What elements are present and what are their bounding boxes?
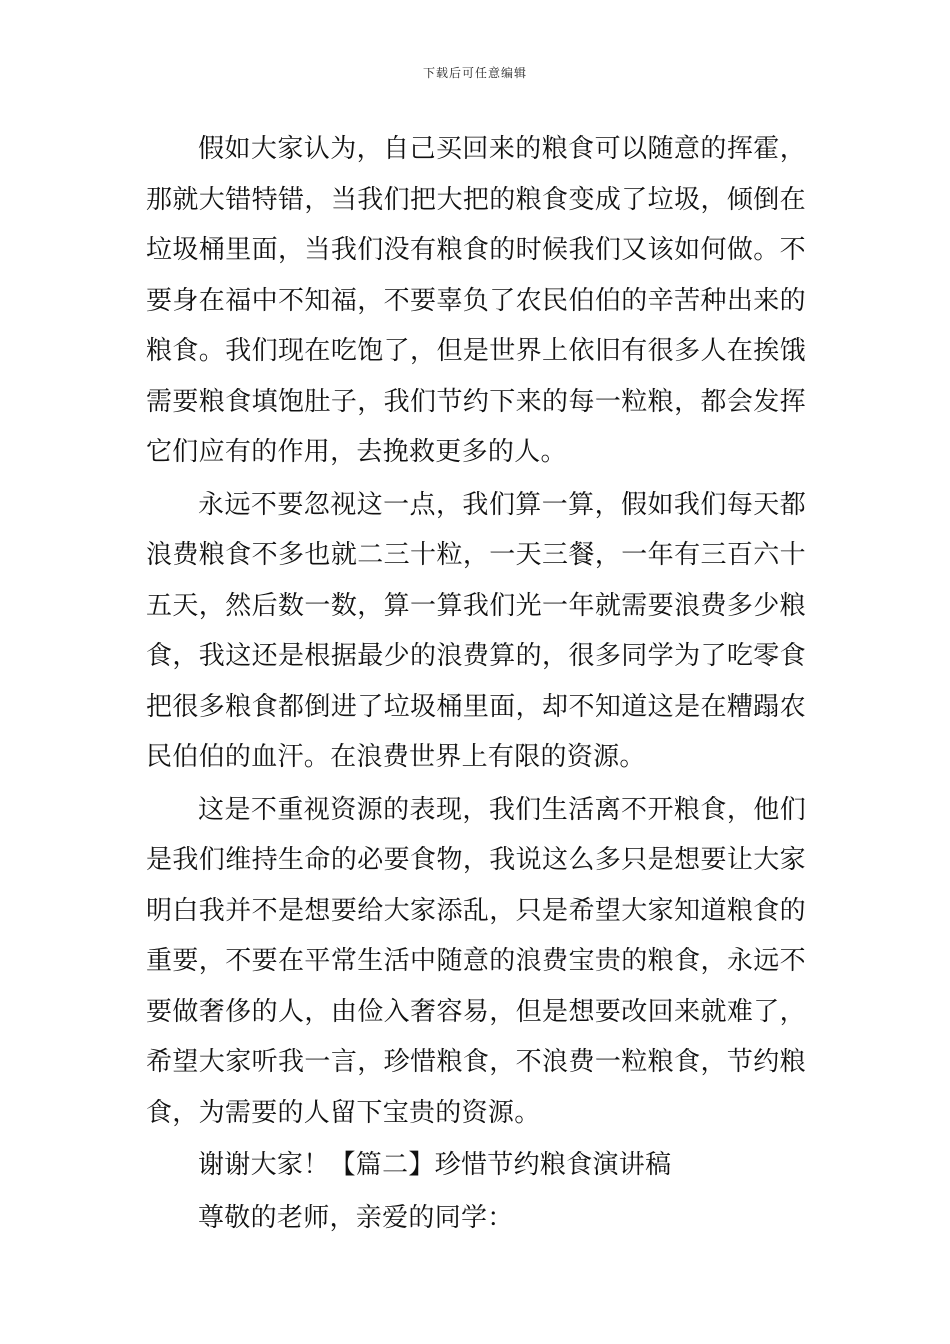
paragraph-waste-warning: 假如大家认为，自己买回来的粮食可以随意的挥霍，那就大错特错，当我们把大把的粮食变成了垃圾，倾倒在垃圾桶里面，当我们没有粮食的时候我们又该如何做。不要身在福中不知福，不要辜负了农民伯伯的辛苦种出来的粮食。我们现在吃饱了，但是世界上依旧有很多人在挨饿需要粮食填饱肚子，我们节约下来的每一粒粮，都会发挥它们应有的作用，去挽救更多的人。 [146, 134, 806, 467]
document-body [146, 124, 806, 1243]
paragraph-conclusion: 这是不重视资源的表现，我们生活离不开粮食，他们是我们维持生命的必要食物，我说这么多只是想要让大家明白我并不是想要给大家添乱，只是希望大家知道粮食的重要，不要在平常生活中随意的浪费宝贵的粮食，永远不要做奢侈的人，由俭入奢容易，但是想要改回来就难了，希望大家听我一言，珍惜粮食，不浪费一粒粮食，节约粮食，为需要的人留下宝贵的资源。 [146, 794, 806, 1128]
page-header: 下载后可任意编辑 [422, 66, 527, 80]
paragraph-greeting: 尊敬的老师，亲爱的同学： [198, 1202, 514, 1233]
paragraph-calculation: 永远不要忽视这一点，我们算一算，假如我们每天都浪费粮食不多也就二三十粒，一天三餐，一年有三百六十五天，然后数一数，算一算我们光一年就需要浪费多少粮食，我这还是根据最少的浪费算的，很多同学为了吃零食把很多粮食都倒进了垃圾桶里面，却不知道这是在糟蹋农民伯伯的血汗。在浪费世界上有限的资源。 [146, 489, 806, 772]
paragraph-thanks-and-next-title: 谢谢大家！【篇二】珍惜节约粮食演讲稿 [198, 1150, 672, 1180]
